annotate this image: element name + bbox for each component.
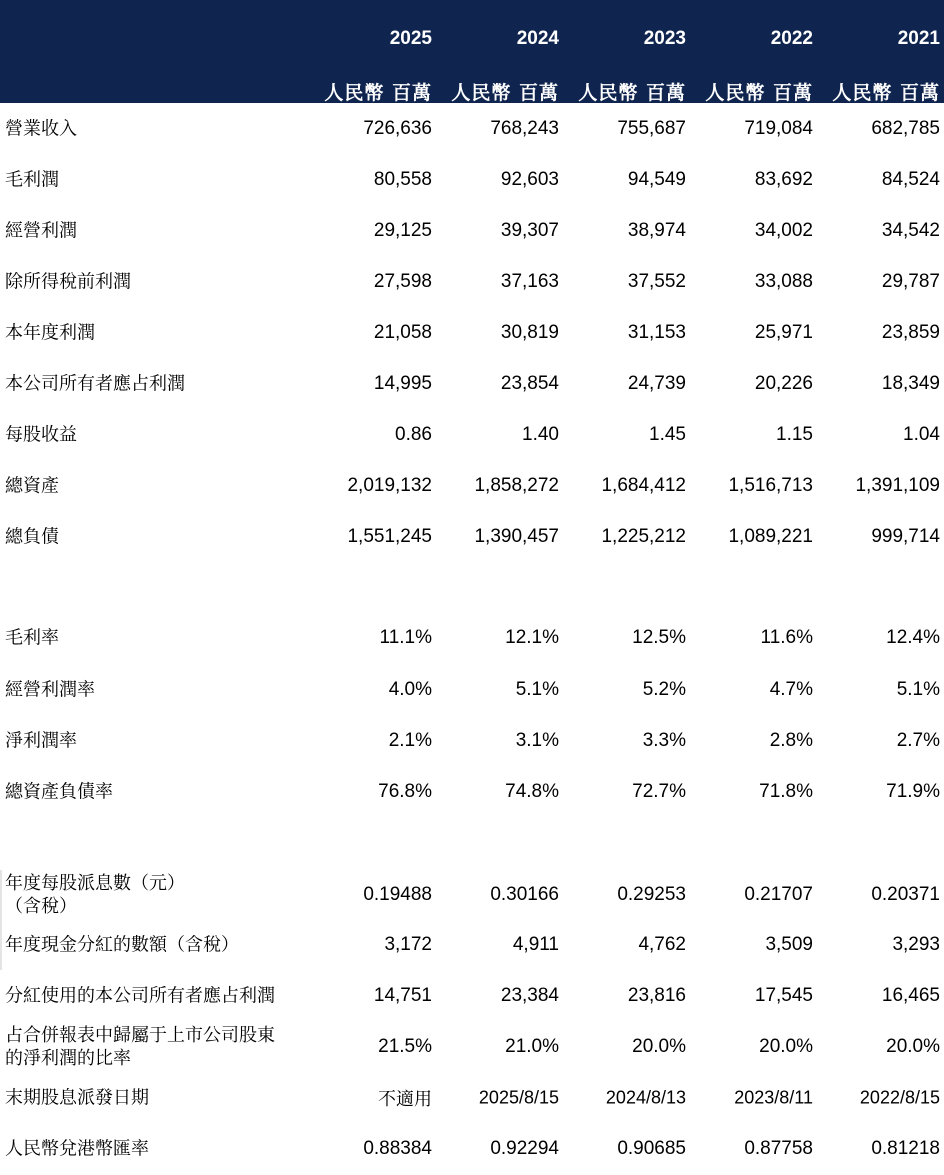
value-cell-2024: 39,307 [500, 220, 559, 241]
value-cell-2025: 2.1% [388, 730, 432, 751]
row-label: 占合併報表中歸屬于上市公司股東 的淨利潤的比率 [5, 1025, 275, 1069]
value-cell-2022: 83,692 [754, 169, 813, 190]
value-cell-2023: 72.7% [632, 781, 686, 802]
row-label: 每股收益 [5, 424, 77, 446]
value-cell-2024: 21.0% [505, 1036, 559, 1057]
value-cell-2021: 0.20371 [871, 884, 940, 905]
value-cell-2024: 5.1% [515, 679, 559, 700]
value-cell-2025: 14,751 [373, 985, 432, 1006]
value-cell-2025: 2,019,132 [347, 475, 432, 496]
value-cell-2023: 94,549 [627, 169, 686, 190]
year-header-2024: 2024 [516, 28, 559, 49]
value-cell-2023: 38,974 [627, 220, 686, 241]
table-row [0, 670, 944, 710]
row-label: 淨利潤率 [5, 730, 77, 752]
value-cell-2025: 14,995 [373, 373, 432, 394]
value-cell-2024: 3.1% [515, 730, 559, 751]
value-cell-2022: 1.15 [776, 424, 813, 445]
value-cell-2023: 1,684,412 [601, 475, 686, 496]
row-label: 總資產負債率 [5, 781, 113, 803]
value-cell-2021: 0.81218 [871, 1138, 940, 1159]
value-cell-2023: 24,739 [627, 373, 686, 394]
value-cell-2023: 20.0% [632, 1036, 686, 1057]
value-cell-2023: 23,816 [627, 985, 686, 1006]
table-row [0, 466, 944, 506]
value-cell-2021: 84,524 [881, 169, 940, 190]
value-cell-2022: 0.21707 [744, 884, 813, 905]
value-cell-2021: 23,859 [881, 322, 940, 343]
value-cell-2021: 12.4% [886, 627, 940, 648]
value-cell-2023: 37,552 [627, 271, 686, 292]
value-cell-2021: 29,787 [881, 271, 940, 292]
value-cell-2024: 23,384 [500, 985, 559, 1006]
value-cell-2022: 1,516,713 [728, 475, 813, 496]
value-cell-2022: 1,089,221 [728, 526, 813, 547]
table-row [0, 364, 944, 404]
value-cell-2024: 2025/8/15 [478, 1087, 559, 1108]
value-cell-2021: 2022/8/15 [859, 1087, 940, 1108]
row-label: 經營利潤率 [5, 679, 95, 701]
value-cell-2024: 12.1% [505, 627, 559, 648]
value-cell-2021: 34,542 [881, 220, 940, 241]
value-cell-2024: 23,854 [500, 373, 559, 394]
table-row [0, 618, 944, 658]
table-row [0, 1078, 944, 1118]
value-cell-2023: 1.45 [649, 424, 686, 445]
value-cell-2023: 4,762 [638, 934, 686, 955]
value-cell-2025: 0.19488 [363, 884, 432, 905]
value-cell-2023: 0.29253 [617, 884, 686, 905]
value-cell-2024: 4,911 [512, 934, 559, 955]
table-row [0, 721, 944, 761]
row-label: 經營利潤 [5, 220, 77, 242]
value-cell-2023: 755,687 [617, 118, 686, 139]
value-cell-2025: 21.5% [378, 1036, 432, 1057]
value-cell-2023: 5.2% [642, 679, 686, 700]
value-cell-2023: 31,153 [627, 322, 686, 343]
unit-header: 人民幣 百萬 [705, 82, 813, 104]
value-cell-2022: 71.8% [759, 781, 813, 802]
row-label: 分紅使用的本公司所有者應占利潤 [5, 985, 275, 1007]
value-cell-2024: 768,243 [490, 118, 559, 139]
table-row [0, 1027, 944, 1067]
value-cell-2025: 27,598 [373, 271, 432, 292]
value-cell-2025: 29,125 [373, 220, 432, 241]
row-label: 毛利率 [5, 627, 59, 649]
table-row [0, 211, 944, 251]
row-label: 人民幣兌港幣匯率 [5, 1138, 149, 1160]
value-cell-2021: 5.1% [896, 679, 940, 700]
value-cell-2025: 21,058 [373, 322, 432, 343]
value-cell-2022: 25,971 [754, 322, 813, 343]
value-cell-2021: 1.04 [903, 424, 940, 445]
value-cell-2022: 0.87758 [744, 1138, 813, 1159]
value-cell-2025: 726,636 [363, 118, 432, 139]
value-cell-2021: 20.0% [886, 1036, 940, 1057]
value-cell-2022: 2023/8/11 [734, 1087, 813, 1108]
value-cell-2022: 2.8% [769, 730, 813, 751]
value-cell-2024: 0.92294 [490, 1138, 559, 1159]
value-cell-2021: 682,785 [871, 118, 940, 139]
value-cell-2025: 11.1% [379, 627, 432, 648]
value-cell-2021: 18,349 [881, 373, 940, 394]
table-header [0, 0, 944, 103]
table-row [0, 875, 944, 915]
value-cell-2024: 37,163 [500, 271, 559, 292]
table-row [0, 517, 944, 557]
row-label: 末期股息派發日期 [5, 1087, 149, 1109]
table-row [0, 925, 944, 965]
value-cell-2022: 20,226 [754, 373, 813, 394]
value-cell-2024: 30,819 [500, 322, 559, 343]
table-row [0, 313, 944, 353]
value-cell-2025: 3,172 [384, 934, 432, 955]
value-cell-2021: 3,293 [892, 934, 940, 955]
value-cell-2023: 0.90685 [617, 1138, 686, 1159]
value-cell-2023: 2024/8/13 [605, 1087, 686, 1108]
row-label: 毛利潤 [5, 169, 59, 191]
value-cell-2022: 3,509 [765, 934, 813, 955]
value-cell-2022: 11.6% [760, 627, 813, 648]
unit-header: 人民幣 百萬 [832, 82, 940, 104]
unit-header: 人民幣 百萬 [324, 82, 432, 104]
value-cell-2025: 1,551,245 [347, 526, 432, 547]
value-cell-2023: 12.5% [632, 627, 686, 648]
value-cell-2022: 33,088 [754, 271, 813, 292]
year-header-2023: 2023 [643, 28, 686, 49]
value-cell-2024: 1,390,457 [474, 526, 559, 547]
value-cell-2021: 71.9% [886, 781, 940, 802]
unit-header: 人民幣 百萬 [578, 82, 686, 104]
value-cell-2022: 4.7% [769, 679, 813, 700]
value-cell-2025: 76.8% [378, 781, 432, 802]
table-row [0, 415, 944, 455]
row-label: 營業收入 [5, 118, 77, 140]
value-cell-2022: 17,545 [754, 985, 813, 1006]
table-row [0, 772, 944, 812]
row-label: 年度現金分紅的數額（含稅） [5, 934, 239, 956]
year-header-2022: 2022 [770, 28, 813, 49]
value-cell-2022: 34,002 [754, 220, 813, 241]
row-label: 本公司所有者應占利潤 [5, 373, 185, 395]
year-header-2025: 2025 [389, 28, 432, 49]
table-row [0, 1129, 944, 1169]
value-cell-2023: 1,225,212 [601, 526, 686, 547]
table-row [0, 262, 944, 302]
value-cell-2025: 4.0% [388, 679, 432, 700]
row-label: 本年度利潤 [5, 322, 95, 344]
value-cell-2024: 0.30166 [490, 884, 559, 905]
value-cell-2021: 999,714 [871, 526, 940, 547]
value-cell-2021: 1,391,109 [855, 475, 940, 496]
table-row [0, 160, 944, 200]
value-cell-2025: 80,558 [373, 169, 432, 190]
value-cell-2024: 92,603 [500, 169, 559, 190]
value-cell-2022: 719,084 [744, 118, 813, 139]
unit-header: 人民幣 百萬 [451, 82, 559, 104]
value-cell-2022: 20.0% [759, 1036, 813, 1057]
table-row [0, 109, 944, 149]
value-cell-2024: 1,858,272 [474, 475, 559, 496]
row-label: 除所得稅前利潤 [5, 271, 131, 293]
row-label: 總負債 [5, 526, 59, 548]
table-row [0, 976, 944, 1016]
value-cell-2024: 74.8% [505, 781, 559, 802]
value-cell-2025: 不適用 [378, 1089, 432, 1110]
row-label: 總資產 [5, 475, 59, 497]
value-cell-2021: 2.7% [896, 730, 940, 751]
value-cell-2021: 16,465 [881, 985, 940, 1006]
value-cell-2023: 3.3% [642, 730, 686, 751]
value-cell-2025: 0.88384 [363, 1138, 432, 1159]
value-cell-2025: 0.86 [395, 424, 432, 445]
year-header-2021: 2021 [897, 28, 940, 49]
value-cell-2024: 1.40 [522, 424, 559, 445]
row-label: 年度每股派息數（元） （含稅） [5, 873, 185, 917]
